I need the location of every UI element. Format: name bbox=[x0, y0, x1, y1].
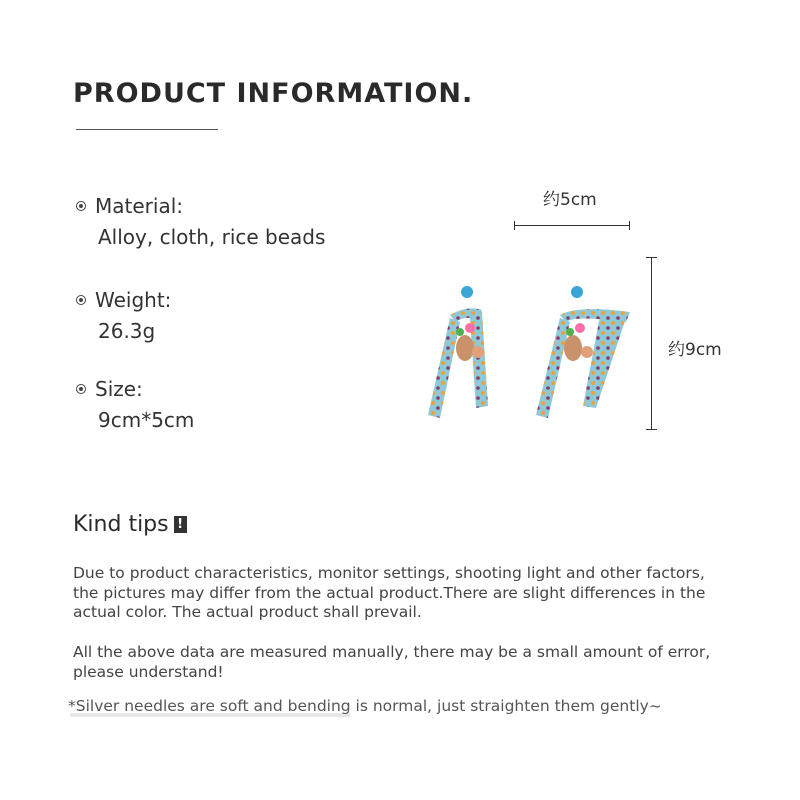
height-line bbox=[651, 257, 652, 429]
spec-label: Weight: bbox=[95, 288, 172, 312]
earring-left bbox=[428, 286, 488, 418]
earring-right bbox=[536, 286, 630, 418]
kind-tips-heading bbox=[73, 512, 187, 537]
width-tick-left bbox=[514, 221, 515, 230]
alert-icon: ! bbox=[174, 516, 187, 533]
height-tick-top bbox=[646, 257, 657, 258]
bullet-icon bbox=[76, 295, 86, 305]
earrings-image bbox=[420, 280, 640, 430]
width-label: 约5cm bbox=[543, 190, 597, 210]
page-title: PRODUCT INFORMATION. bbox=[73, 78, 474, 109]
spec-material bbox=[76, 192, 325, 251]
tips-paragraph-1: Due to product characteristics, monitor settings, shooting light and other factors, the pictures may differ from the actual product.There are slight differences in the actual color. The actual product shall prevail. bbox=[73, 564, 706, 621]
spec-value: 9cm*5cm bbox=[98, 408, 195, 432]
spec-weight bbox=[76, 286, 171, 345]
spec-value: 26.3g bbox=[98, 319, 156, 343]
title-divider bbox=[76, 129, 218, 130]
kind-tips-title: Kind tips bbox=[73, 512, 169, 537]
spec-label: Size: bbox=[95, 377, 143, 401]
spec-value: Alloy, cloth, rice beads bbox=[98, 225, 326, 249]
bullet-icon bbox=[76, 384, 86, 394]
silver-needle-note: *Silver needles are soft and bending is normal, just straighten them gently~ bbox=[68, 697, 662, 715]
height-label: 约9cm bbox=[668, 340, 722, 360]
tips-paragraph-2: All the above data are measured manually, there may be a small amount of error, please understand! bbox=[73, 643, 711, 681]
bullet-icon bbox=[76, 201, 86, 211]
width-tick-right bbox=[629, 221, 630, 230]
width-line bbox=[514, 225, 630, 226]
spec-label: Material: bbox=[95, 194, 183, 218]
spec-size bbox=[76, 375, 194, 434]
height-tick-bottom bbox=[646, 429, 657, 430]
